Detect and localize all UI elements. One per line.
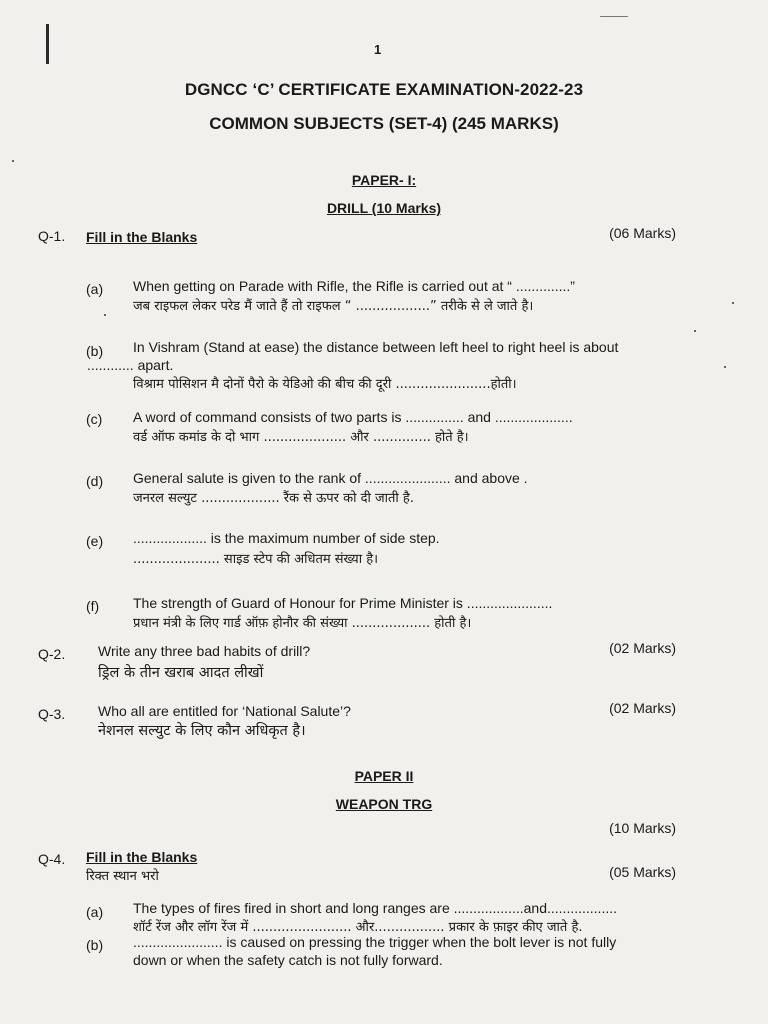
q1-marks: (06 Marks) bbox=[609, 225, 676, 241]
paper1-title: PAPER- I: bbox=[351, 172, 417, 188]
q2-hindi: ड्रिल के तीन खराब आदत लीखों bbox=[98, 665, 264, 681]
q1a-label: (a) bbox=[86, 281, 104, 297]
scan-speck bbox=[104, 314, 106, 316]
q1f-hindi: प्रधान मंत्री के लिए गार्ड ऑफ़ होनौर की संख्या ................... होती है। bbox=[133, 616, 472, 631]
q1b-hindi: विश्राम पोसिशन मै दोनों पैरो के येडिओ की बीच की दूरी .......................होती। bbox=[133, 377, 517, 392]
q3-text: Who all are entitled for ‘National Salute’? bbox=[98, 703, 351, 719]
q3-marks: (02 Marks) bbox=[609, 700, 676, 716]
q1a-hindi: जब राइफल लेकर परेड मैं जाते हैं तो राइफल “ ..................” तरीके से ले जाते है। bbox=[133, 299, 534, 314]
q3-number: Q-3. bbox=[38, 706, 66, 722]
scan-speck bbox=[600, 16, 628, 17]
q1c-text: A word of command consists of two parts is ............... and .................... bbox=[133, 409, 573, 425]
exam-title: DGNCC ‘C’ CERTIFICATE EXAMINATION-2022-23 bbox=[184, 80, 584, 99]
q4a-label: (a) bbox=[86, 904, 104, 920]
q4a-hindi: शॉर्ट रेंज और लॉग रेंज में ........................ और................. प्रकार के फ़ाइर कीए जाते है. bbox=[133, 920, 583, 935]
page-number: 1 bbox=[374, 42, 382, 57]
q4-title: Fill in the Blanks bbox=[86, 849, 198, 865]
q1d-label: (d) bbox=[86, 473, 104, 489]
scan-speck bbox=[724, 366, 726, 368]
q4-hindi-title: रिक्त स्थान भरो bbox=[86, 869, 159, 884]
paper1-subject: DRILL (10 Marks) bbox=[326, 200, 442, 216]
margin-mark bbox=[46, 24, 49, 64]
scan-speck bbox=[694, 330, 696, 332]
q1f-text: The strength of Guard of Honour for Prime Minister is ...................... bbox=[133, 595, 553, 611]
q1-number: Q-1. bbox=[38, 228, 66, 244]
q1d-hindi: जनरल सल्युट ................... रैंक से ऊपर को दी जाती है. bbox=[133, 491, 414, 506]
q1e-label: (e) bbox=[86, 533, 104, 549]
scan-speck bbox=[12, 160, 14, 162]
q1b-label: (b) bbox=[86, 343, 104, 359]
q1e-hindi: ..................... साइड स्टेप की अधितम संख्या है। bbox=[133, 552, 379, 567]
q2-number: Q-2. bbox=[38, 646, 66, 662]
q1b-text: In Vishram (Stand at ease) the distance between left heel to right heel is about bbox=[133, 339, 619, 355]
q1f-label: (f) bbox=[86, 598, 100, 614]
q4a-text: The types of fires fired in short and long ranges are ..................and.................. bbox=[133, 900, 618, 916]
q1d-text: General salute is given to the rank of ...................... and above . bbox=[133, 470, 528, 486]
q1e-text: ................... is the maximum number of side step. bbox=[133, 530, 440, 546]
exam-subtitle: COMMON SUBJECTS (SET-4) (245 MARKS) bbox=[209, 114, 559, 133]
q4-marks: (05 Marks) bbox=[609, 864, 676, 880]
paper2-title: PAPER II bbox=[354, 768, 414, 784]
q2-text: Write any three bad habits of drill? bbox=[98, 643, 311, 659]
q1c-hindi: वर्ड ऑफ कमांड के दो भाग .................... और .............. होते है। bbox=[133, 430, 469, 445]
q2-marks: (02 Marks) bbox=[609, 640, 676, 656]
paper2-subject: WEAPON TRG bbox=[335, 796, 433, 812]
q4b-text-cont: down or when the safety catch is not fully forward. bbox=[133, 952, 443, 968]
paper2-marks: (10 Marks) bbox=[609, 820, 676, 836]
q1b-text-cont: ............ apart. bbox=[87, 357, 174, 373]
q1c-label: (c) bbox=[86, 411, 103, 427]
q1a-text: When getting on Parade with Rifle, the Rifle is carried out at “ ..............” bbox=[133, 278, 575, 294]
scan-speck bbox=[732, 302, 734, 304]
q4b-label: (b) bbox=[86, 937, 104, 953]
q1-title: Fill in the Blanks bbox=[86, 229, 198, 245]
q3-hindi: नेशनल सल्युट के लिए कौन अधिकृत है। bbox=[98, 723, 306, 739]
q4b-text: ....................... is caused on pressing the trigger when the bolt lever is not fully bbox=[133, 934, 617, 950]
q4-number: Q-4. bbox=[38, 851, 66, 867]
